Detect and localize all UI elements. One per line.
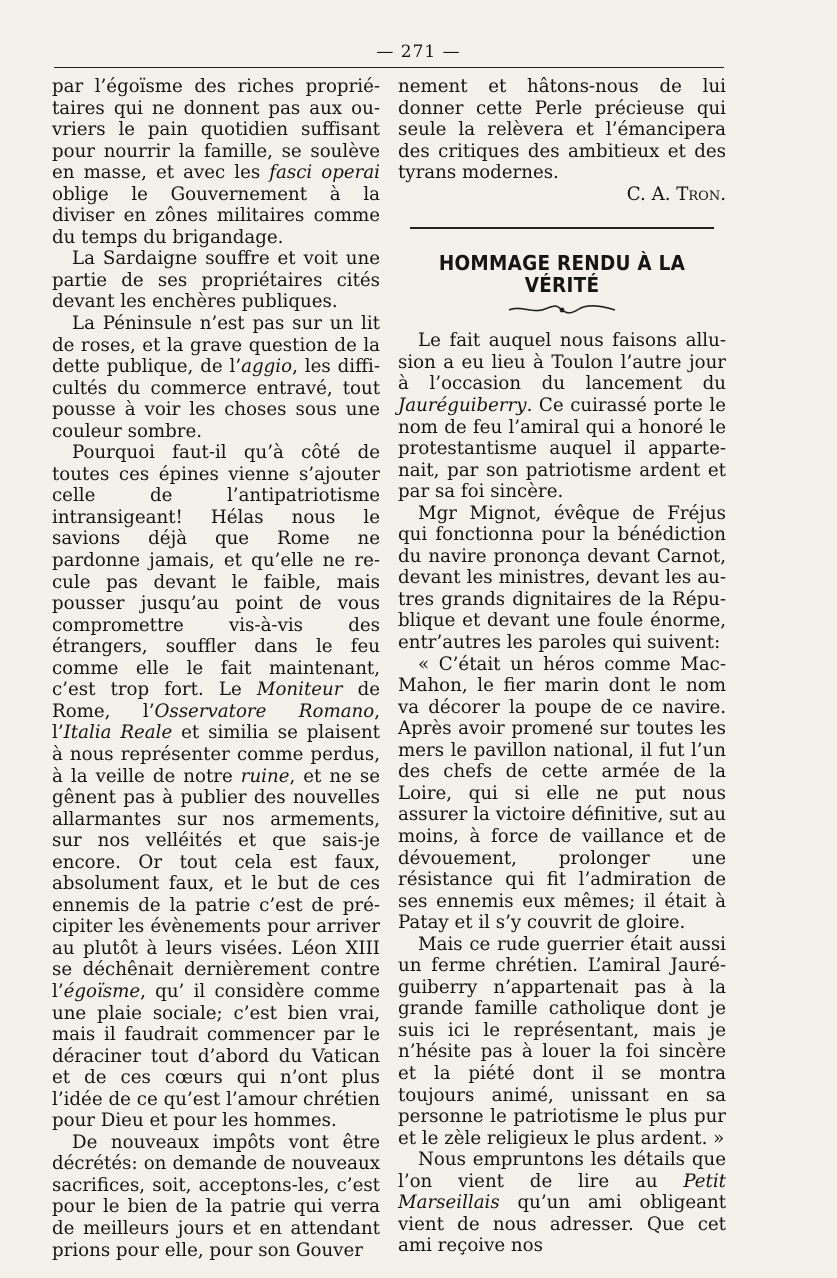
text-run: Mgr Mignot, évêque de Fréjus qui fonctionna pour la bénédiction du navire prononça devant Carnot, devant les ministres, devant les autres grands dignitaires de la République et devant une foule énorme, entr’autres les paroles qui suivent: [398,502,726,654]
body-paragraph [52,248,380,313]
text-run: « C’était un héros comme Mac-Mahon, le fier marin dont le nom va décorer la poupe de ce navire. Après avoir promené sur toutes les mers le pavillon national, il fut l’un des chefs de cette armée de la Loire, qui si elle ne put nous assurer la victoire définitive, sut au moins, à force de vaillance et de dévouement, prolonger une résistance qui fit l’admiration de ses ennemis eux mêmes; il était à Patay et il s’y couvrit de gloire. [398,653,726,934]
text-run: De nouveaux impôts vont être décrétés: on demande de nouveaux sacrifices, soit, acceptons-les, c’est pour le bien de la patrie qui verra de meilleurs jours et en attendant prions pour elle, pour son Gouver [52,1131,380,1261]
left-column [52,76,380,1261]
body-paragraph [52,76,380,248]
text-run: . Ce cuirassé porte le nom de feu l’amiral qui a honoré le protestantisme auquel il appartenait, par son patriotisme ardent et par sa foi sincère. [398,395,726,503]
body-paragraph [398,934,726,1149]
article-heading: HOMMAGE RENDU À LA VÉRITÉ [438,251,686,297]
text-run: oblige le Gouvernement à la diviser en zônes militaires comme du temps du brigandage. [52,183,380,248]
text-run: Nous empruntons les détails que l’on vient de lire au [398,1149,726,1192]
text-run: et similia se plaisent à nous représenter comme perdus, à la veille de notre [52,722,380,787]
text-run: Mais ce rude guerrier était aussi un ferme chrétien. L’amiral Jauréguiberry n’appartenait pas à la grande famille catholique dont je suis ici le représentant, mais je n’hésite pas à louer la foi sincère et la piété dont il se montra toujours animé, unissant en sa personne le patriotisme le plus pur et le zèle religieux le plus ardent. » [398,933,726,1149]
text-run: , qu’ il considère comme une plaie sociale; c’est bien vrai, mais il faudrait commencer par le déraciner tout d’abord du Vatican et de ces cœurs qui n’ont plus l’idée de ce qu’est l’amour chrétien pour Dieu et pour les hommes. [52,980,380,1132]
text-run: Le fait auquel nous faisons allusion a eu lieu à Toulon l’autre jour à l’occasion du lancement du [398,330,726,395]
right-article-body [398,330,726,1257]
italic-text: Italia Reale [63,722,173,744]
italic-text: ruine [240,765,290,787]
section-divider [410,227,714,229]
body-paragraph [52,1132,380,1261]
text-run: La Péninsule n’est pas sur un lit de roses, et la grave question de la dette publique, de l’ [52,313,380,378]
text-run: par l’égoïsme des riches propriétaires qui ne donnent pas aux ouvriers le pain quotidien suffisant pour nourrir la famille, se soulève en masse, et avec les [52,76,380,184]
text-run: , et ne se gênent pas à publier des nouvelles allarmantes sur nos armements, sur nos velléités et que sais-je encore. Or tout cela est faux, absolument faux, et le but de ces ennemis de la patrie c’est de précipiter les évènements pour arriver au plutôt à leurs visées. Léon XIII se déchênait dernièrement contre l’ [52,765,380,1002]
body-paragraph [398,1149,726,1257]
text-run: , l’ [52,700,380,744]
italic-text: Petit Marseillais [398,1170,726,1214]
body-paragraph [52,313,380,442]
body-paragraph [52,442,380,1132]
continuation-paragraph: nement et hâtons-nous de lui donner cette Perle précieuse qui seule la relèvera et l’émancipera des critiques des ambitieux et des tyrans modernes. [398,76,726,184]
text-run: qu’un ami obligeant vient de nous adresser. Que cet ami reçoive nos [398,1192,726,1257]
body-paragraph [398,503,726,654]
text-run: Pourquoi faut-il qu’à côté de toutes ces épines vienne s’ajouter celle de l’antipatriotisme intransigeant! Hélas nous le savions déjà que Rome ne pardonne jamais, et qu’elle ne recule pas devant le faible, mais pousser jusqu’au point de vous compromettre vis-à-vis des étrangers, souffler dans le feu comme elle le fait maintenant, c’est trop fort. Le [52,442,380,701]
italic-text: aggio [241,356,293,378]
page-number: — 271 — [376,42,461,62]
text-run: La Sardaigne souffre et voit une partie de ses propriétaires cités devant les enchères publiques. [52,248,380,313]
flourish-ornament-icon [507,302,617,316]
text-run: , les difficultés du commerce entravé, tout pousse à voir les choses sous une couleur sombre. [52,356,380,442]
header-rule [54,67,724,68]
author-signature: C. A. Tron. [626,183,726,205]
italic-text: Osservatore Romano [154,700,375,722]
italic-text: fasci operai [269,162,380,184]
italic-text: Moniteur [256,679,343,701]
right-column [398,76,726,1257]
text-run: de Rome, l’ [52,679,381,722]
body-paragraph [398,654,726,934]
italic-text: Jauréguiberry [398,395,527,417]
italic-text: égoïsme [63,980,141,1002]
body-paragraph [398,330,726,502]
